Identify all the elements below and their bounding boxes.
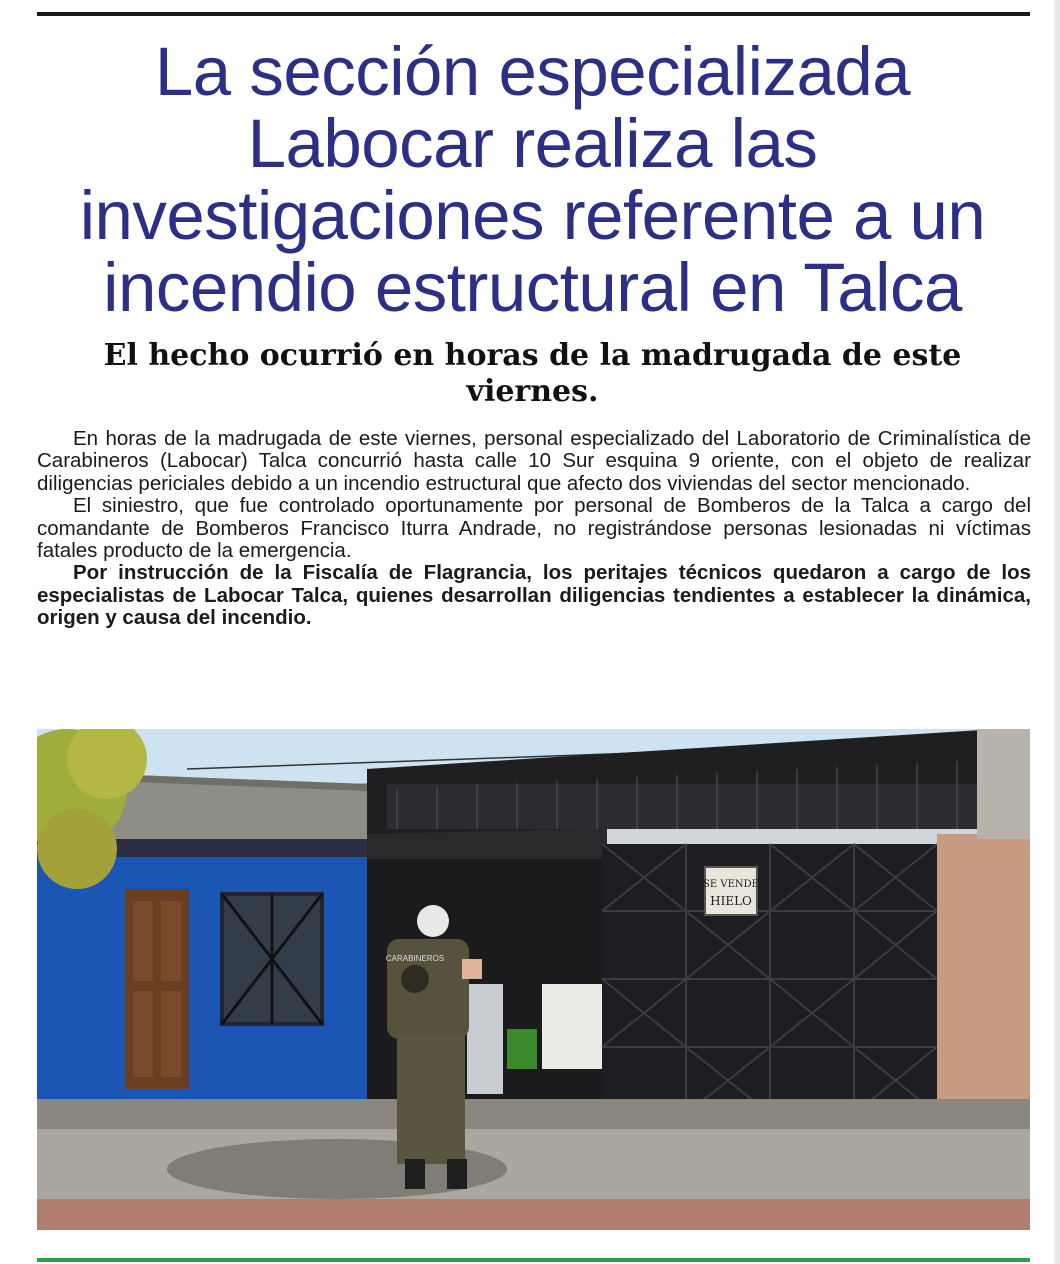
paragraph: En horas de la madrugada de este viernes, personal especializado del Laboratorio de Criminalística de Carabineros (Labocar) Talca concurrió hasta calle 10 Sur esquina 9 oriente, con el objeto de realizar diligencias periciales debido a un incendio estructural que afecto dos viviendas del sector mencionado. (37, 427, 1031, 495)
article-photo (37, 729, 1030, 1230)
subheadline: El hecho ocurrió en horas de la madrugada de este viernes. (103, 338, 962, 409)
top-rule (37, 12, 1030, 16)
paragraph-bold: Por instrucción de la Fiscalía de Flagrancia, los peritajes técnicos quedaron a cargo de los especialistas de Labocar Talca, quienes desarrollan diligencias tendientes a establecer la dinámica, origen y causa del incendio. (37, 561, 1031, 630)
paragraph: El siniestro, que fue controlado oportunamente por personal de Bomberos de la Talca a cargo del comandante de Bomberos Francisco Iturra Andrade, no registrándose personas lesionadas ni víctimas fatales producto de la emergencia. (37, 494, 1031, 563)
svg-text:HIELO: HIELO (710, 894, 752, 908)
svg-text:SE VENDE: SE VENDE (703, 879, 759, 890)
svg-text:CARABINEROS: CARABINEROS (385, 954, 445, 963)
bottom-rule (37, 1258, 1030, 1262)
article-body (37, 428, 1031, 630)
headline: La sección especializada Labocar realiza las investigaciones referente a un incendio estructural en Talca (79, 33, 986, 326)
page-edge (1054, 0, 1060, 1264)
